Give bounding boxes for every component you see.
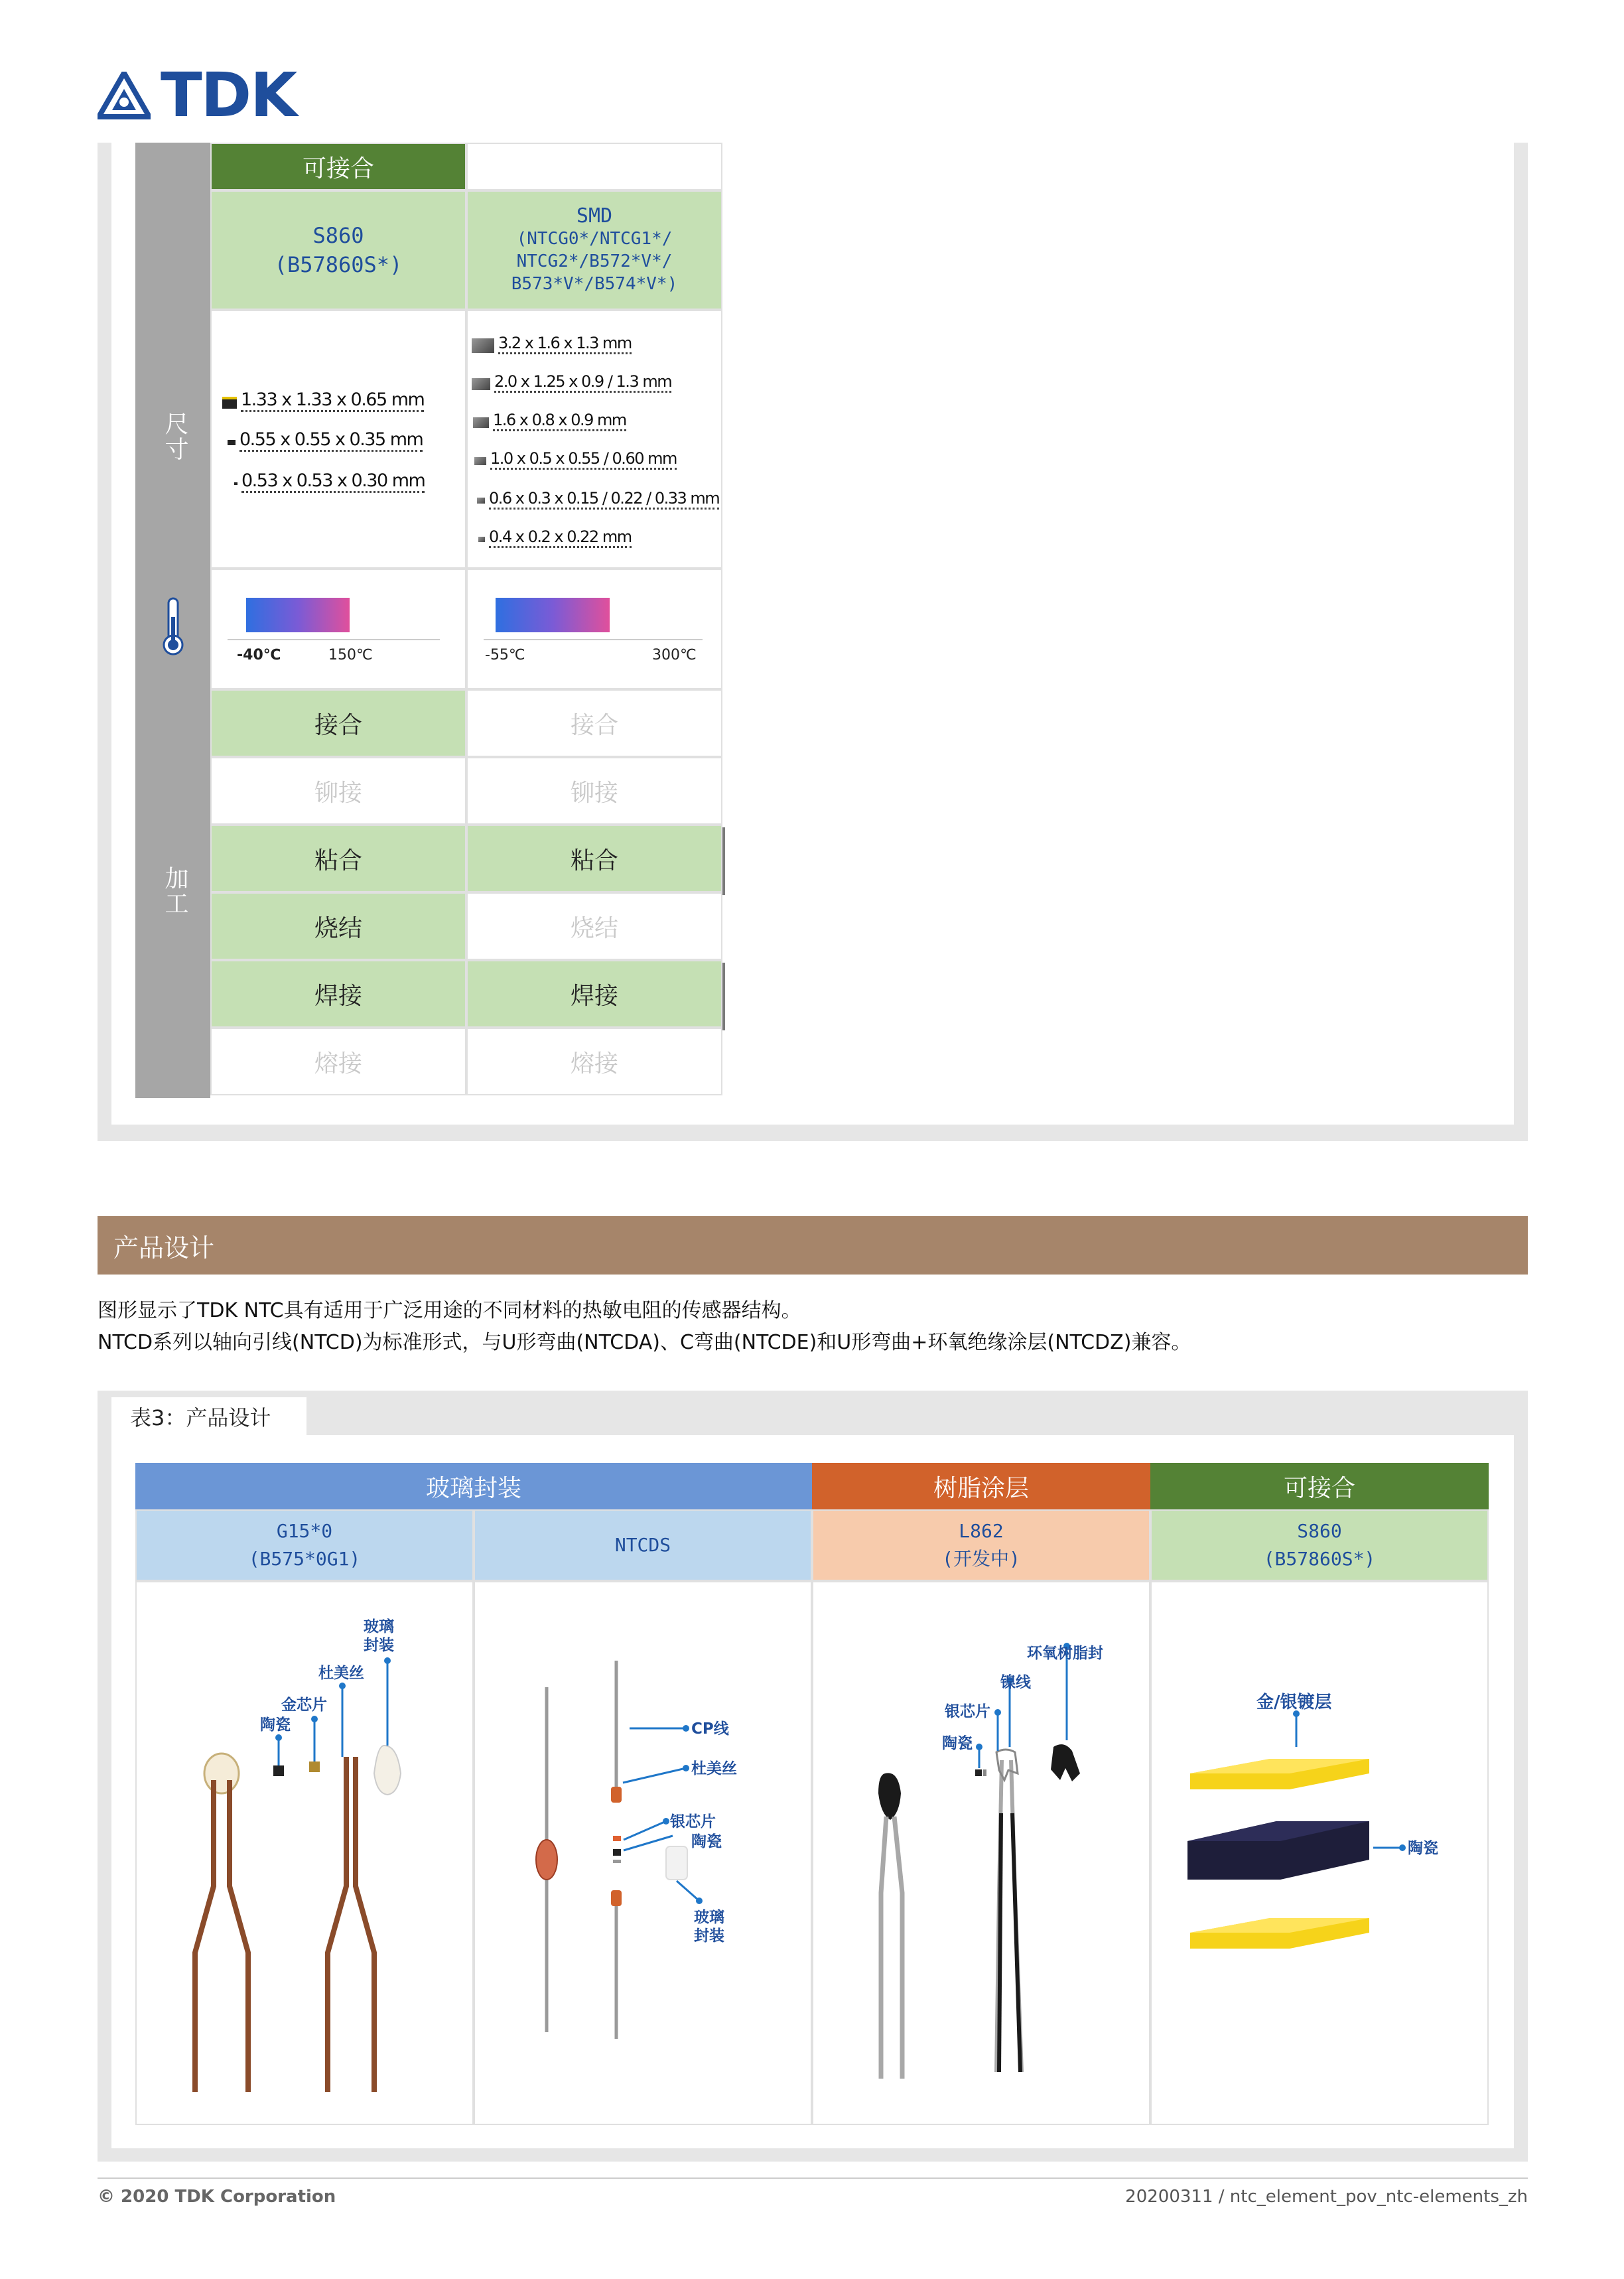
group-resin: 树脂涂层	[812, 1463, 1150, 1509]
footer-doc-id: 20200311 / ntc_element_pov_ntc-elements_zh	[1125, 2187, 1528, 2207]
g15-ann-glass	[364, 1618, 394, 1655]
g15-ann-glass-1: 玻璃	[364, 1618, 394, 1635]
col2-subheader	[466, 190, 722, 310]
table3-caption: 表3：产品设计	[111, 1397, 306, 1435]
col1-size-2: 0.55 x 0.55 x 0.35 mm	[239, 429, 423, 452]
col1-size-1: 1.33 x 1.33 x 0.65 mm	[241, 389, 424, 412]
col1-sub-line2: (B57860S*)	[274, 252, 403, 277]
process-sintering-col1: 烧结	[210, 892, 466, 960]
tdk-logo-icon	[98, 72, 151, 119]
col2-size-5: 0.6 x 0.3 x 0.15 / 0.22 / 0.33 mm	[489, 489, 719, 510]
process-welding-col2: 熔接	[466, 1028, 722, 1095]
col1-temp-min: -40℃	[237, 647, 281, 663]
process-welding-col1: 熔接	[210, 1028, 466, 1095]
process-bonding-col2: 接合	[466, 689, 722, 757]
col-ntcds-line1: NTCDS	[614, 1534, 671, 1556]
footer-copyright: © 2020 TDK Corporation	[98, 2187, 336, 2207]
chip-icon	[234, 482, 237, 485]
l862-ann-nickel: 镍线	[1000, 1674, 1031, 1691]
l862-ann-epoxy: 环氧树脂封	[1027, 1645, 1103, 1662]
col1-temp-cell	[210, 569, 466, 689]
brand-logo-text: TDK	[161, 60, 297, 131]
size-label: 尺寸	[161, 411, 188, 462]
col-g15-line1: G15*0	[276, 1520, 333, 1542]
l862-resin-illustration	[812, 1581, 1150, 2125]
l862-ann-ceramic: 陶瓷	[942, 1735, 973, 1752]
col-s860-line1: S860	[1297, 1520, 1342, 1542]
col2-temp-cell	[466, 569, 722, 689]
col-s860-header	[1150, 1509, 1489, 1581]
chip-icon	[473, 417, 489, 428]
process-bonding-col1: 接合	[210, 689, 466, 757]
process-crimping-col1: 铆接	[210, 757, 466, 825]
section-text-line1: 图形显示了TDK NTC具有适用于广泛用途的不同材料的热敏电阻的传感器结构。	[98, 1299, 801, 1322]
col2-sub-line2: (NTCG0*/NTCG1*/	[516, 229, 673, 249]
chip-icon	[472, 378, 490, 390]
col2-size-3: 1.6 x 0.8 x 0.9 mm	[493, 411, 626, 431]
chip-icon	[472, 338, 494, 353]
g15-thermistor-illustration	[135, 1581, 474, 2125]
col-g15-line2: (B575*0G1)	[248, 1548, 361, 1570]
ntcds-ann-glass	[694, 1908, 724, 1945]
g15-ann-gold: 金芯片	[281, 1696, 327, 1714]
col2-size-1: 3.2 x 1.6 x 1.3 mm	[498, 334, 632, 354]
col1-sizes-cell	[210, 310, 466, 569]
g15-ann-dumet: 杜美丝	[318, 1665, 364, 1682]
col-s860-line2: (B57860S*)	[1263, 1548, 1376, 1570]
col2-sub-line4: B573*V*/B574*V*)	[511, 274, 678, 294]
col2-header	[466, 143, 722, 190]
col2-size-4: 1.0 x 0.5 x 0.55 / 0.60 mm	[490, 449, 677, 470]
col1-temp-max: 150℃	[328, 647, 373, 663]
col-l862-line1: L862	[959, 1520, 1004, 1542]
chip-icon	[477, 498, 485, 504]
col-l862-line2: (开发中)	[942, 1548, 1020, 1570]
ntcds-ann-cp: CP线	[691, 1720, 729, 1738]
chip-icon	[478, 537, 485, 542]
chip-icon	[222, 397, 237, 409]
process-sintering-col2: 烧结	[466, 892, 722, 960]
col-ntcds-header	[474, 1509, 812, 1581]
g15-ann-glass-2: 封装	[364, 1637, 394, 1654]
ntcds-ann-glass-2: 封装	[694, 1927, 724, 1945]
process-crimping-col2: 铆接	[466, 757, 722, 825]
col2-sub-line1: SMD	[576, 204, 613, 228]
col2-temp-min: -55℃	[485, 647, 525, 663]
col1-size-3: 0.53 x 0.53 x 0.30 mm	[241, 470, 425, 493]
col2-size-2: 2.0 x 1.25 x 0.9 / 1.3 mm	[494, 372, 671, 393]
col2-sub-line3: NTCG2*/B572*V*/	[516, 251, 673, 271]
process-soldering-col1: 焊接	[210, 960, 466, 1028]
ntcds-ann-ceramic: 陶瓷	[691, 1833, 722, 1850]
group-glass: 玻璃封装	[135, 1463, 812, 1509]
col1-header: 可接合	[210, 143, 466, 190]
process-label: 加工	[161, 866, 188, 916]
col-l862-header	[812, 1509, 1150, 1581]
chip-icon	[228, 440, 236, 445]
process-gluing-col1: 粘合	[210, 825, 466, 892]
col-g15-header	[135, 1509, 474, 1581]
col2-temp-max: 300℃	[652, 647, 697, 663]
ntcds-diode-illustration	[474, 1581, 812, 2125]
s860-ann-ceramic: 陶瓷	[1408, 1840, 1438, 1857]
chip-icon	[474, 457, 486, 465]
section-text-line2: NTCD系列以轴向引线(NTCD)为标准形式，与U形弯曲(NTCDA)、C弯曲(NTCDE)和U形弯曲+环氧绝缘涂层(NTCDZ)兼容。	[98, 1331, 1191, 1354]
col1-sub-line1: S860	[312, 223, 364, 248]
col1-subheader	[210, 190, 466, 310]
footer-divider	[98, 2177, 1528, 2179]
l862-ann-silver: 银芯片	[945, 1703, 990, 1720]
s860-ann-plating: 金/银镀层	[1256, 1692, 1332, 1712]
col2-size-6: 0.4 x 0.2 x 0.22 mm	[489, 527, 632, 548]
g15-ann-ceramic: 陶瓷	[260, 1716, 291, 1734]
temp-gradient-bar	[496, 598, 610, 632]
process-soldering-col2: 焊接	[466, 960, 722, 1028]
temp-axis-line	[228, 639, 440, 640]
thermometer-icon	[162, 597, 184, 657]
ntcds-ann-dumet: 杜美丝	[691, 1760, 737, 1777]
temp-gradient-bar	[246, 598, 350, 632]
group-bondable: 可接合	[1150, 1463, 1489, 1509]
section-title: 产品设计	[98, 1216, 1528, 1275]
process-gluing-col2: 粘合	[466, 825, 722, 892]
col2-sizes-cell	[466, 310, 722, 569]
ntcds-ann-glass-1: 玻璃	[694, 1909, 724, 1926]
temp-axis-line	[484, 639, 703, 640]
ntcds-ann-silver: 银芯片	[670, 1813, 716, 1830]
